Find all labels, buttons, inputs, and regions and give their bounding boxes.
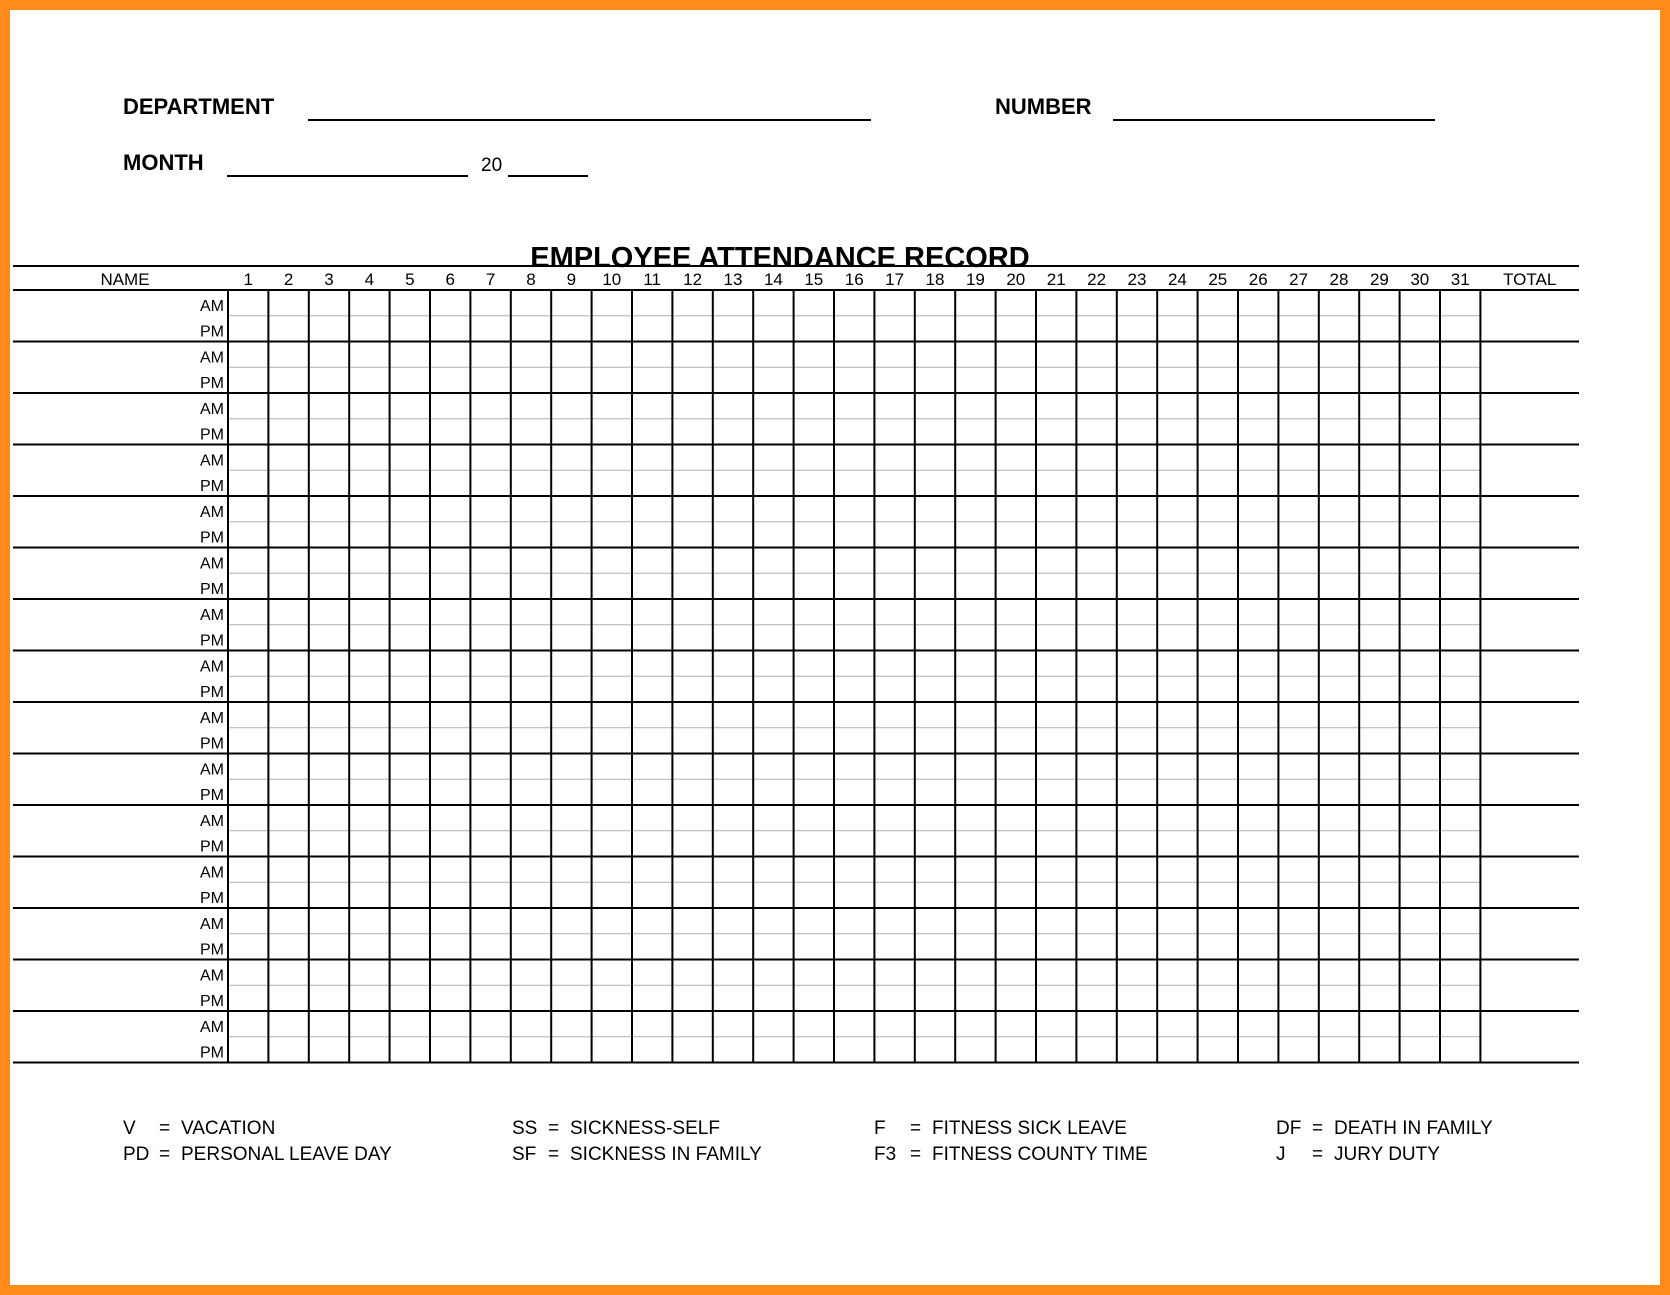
am-label: AM <box>200 709 224 727</box>
pm-label: PM <box>200 1044 224 1062</box>
legend-item <box>512 1118 720 1140</box>
day-column-header: 6 <box>445 270 455 289</box>
pm-label: PM <box>200 375 224 392</box>
day-column-header: 25 <box>1208 270 1228 289</box>
year-prefix: 20 <box>481 155 503 176</box>
month-label: MONTH <box>123 150 204 175</box>
day-column-header: 13 <box>723 270 743 289</box>
day-column-header: 10 <box>602 270 622 289</box>
legend-meaning: FITNESS SICK LEAVE <box>932 1118 1127 1139</box>
legend-item <box>512 1144 762 1166</box>
legend-item <box>1276 1118 1493 1140</box>
pm-label: PM <box>200 478 224 495</box>
pm-label: PM <box>200 735 224 753</box>
legend-equals: = <box>548 1118 560 1139</box>
day-column-header: 17 <box>885 270 905 289</box>
am-label: AM <box>200 555 224 573</box>
am-label: AM <box>200 915 224 933</box>
total-column-header: TOTAL <box>1503 270 1557 289</box>
legend-meaning: SICKNESS-SELF <box>570 1118 720 1139</box>
pm-label: PM <box>200 838 224 856</box>
day-column-header: 31 <box>1450 270 1470 289</box>
am-label: AM <box>200 658 224 676</box>
day-column-header: 8 <box>526 270 536 289</box>
am-label: AM <box>200 400 224 418</box>
day-column-header: 9 <box>566 270 577 289</box>
pm-label: PM <box>200 632 224 650</box>
day-column-header: 11 <box>643 270 662 289</box>
day-column-header: 29 <box>1369 270 1389 289</box>
legend-code: F <box>874 1118 886 1139</box>
day-column-header: 3 <box>324 270 334 289</box>
legend-equals: = <box>910 1118 922 1139</box>
day-column-header: 12 <box>683 270 703 289</box>
day-column-header: 1 <box>243 270 253 289</box>
legend-meaning: FITNESS COUNTY TIME <box>932 1144 1148 1165</box>
am-label: AM <box>200 864 224 882</box>
legend-meaning: VACATION <box>181 1118 276 1139</box>
legend-code: F3 <box>874 1144 897 1165</box>
am-label: AM <box>200 967 224 985</box>
day-column-header: 22 <box>1087 270 1107 289</box>
legend-code: SS <box>512 1118 538 1139</box>
legend-item <box>123 1118 275 1140</box>
pm-label: PM <box>200 529 224 547</box>
legend-item <box>874 1144 1148 1166</box>
day-column-header: 14 <box>763 270 783 289</box>
day-column-header: 24 <box>1167 270 1187 289</box>
day-column-header: 4 <box>364 270 375 289</box>
am-label: AM <box>200 452 224 470</box>
legend-code: J <box>1276 1144 1286 1165</box>
legend-equals: = <box>1312 1118 1324 1139</box>
day-column-header: 15 <box>804 270 824 289</box>
day-column-header: 18 <box>925 270 945 289</box>
pm-label: PM <box>200 787 224 804</box>
legend-equals: = <box>1312 1144 1324 1165</box>
legend-item <box>123 1144 392 1166</box>
day-column-header: 23 <box>1127 270 1147 289</box>
legend-code: SF <box>512 1144 537 1165</box>
legend-equals: = <box>548 1144 560 1165</box>
day-column-header: 20 <box>1006 270 1026 289</box>
day-column-header: 5 <box>405 270 415 289</box>
day-column-header: 30 <box>1410 270 1430 289</box>
day-column-header: 26 <box>1248 270 1268 289</box>
legend-code: V <box>123 1118 136 1139</box>
pm-label: PM <box>200 941 224 959</box>
legend-meaning: SICKNESS IN FAMILY <box>570 1144 762 1165</box>
am-label: AM <box>200 349 224 367</box>
am-label: AM <box>200 606 224 624</box>
legend-meaning: PERSONAL LEAVE DAY <box>181 1144 392 1165</box>
day-column-header: 19 <box>965 270 985 289</box>
am-label: AM <box>200 1018 224 1036</box>
day-column-header: 2 <box>283 270 294 289</box>
department-label: DEPARTMENT <box>123 94 275 119</box>
legend-meaning: DEATH IN FAMILY <box>1334 1118 1493 1139</box>
legend-item <box>874 1118 1127 1140</box>
pm-label: PM <box>200 426 224 444</box>
legend-meaning: JURY DUTY <box>1334 1144 1440 1165</box>
pm-label: PM <box>200 993 224 1010</box>
am-label: AM <box>200 503 224 521</box>
legend-equals: = <box>910 1144 922 1165</box>
legend-item <box>1276 1144 1440 1166</box>
am-label: AM <box>200 812 224 830</box>
pm-label: PM <box>200 890 224 907</box>
day-column-header: 27 <box>1289 270 1309 289</box>
legend-code: DF <box>1276 1118 1302 1139</box>
number-label: NUMBER <box>995 94 1092 119</box>
pm-label: PM <box>200 581 224 598</box>
legend-code: PD <box>123 1144 150 1165</box>
pm-label: PM <box>200 684 224 701</box>
day-column-header: 28 <box>1329 270 1349 289</box>
day-column-header: 7 <box>485 270 496 289</box>
attendance-grid <box>10 10 1660 1285</box>
am-label: AM <box>200 761 224 779</box>
form-title: EMPLOYEE ATTENDANCE RECORD <box>530 242 1030 274</box>
legend-equals: = <box>159 1144 171 1165</box>
pm-label: PM <box>200 323 224 341</box>
day-column-header: 21 <box>1046 270 1066 289</box>
name-column-header: NAME <box>100 270 150 289</box>
day-column-header: 16 <box>844 270 864 289</box>
legend-equals: = <box>159 1118 171 1139</box>
am-label: AM <box>200 297 224 315</box>
